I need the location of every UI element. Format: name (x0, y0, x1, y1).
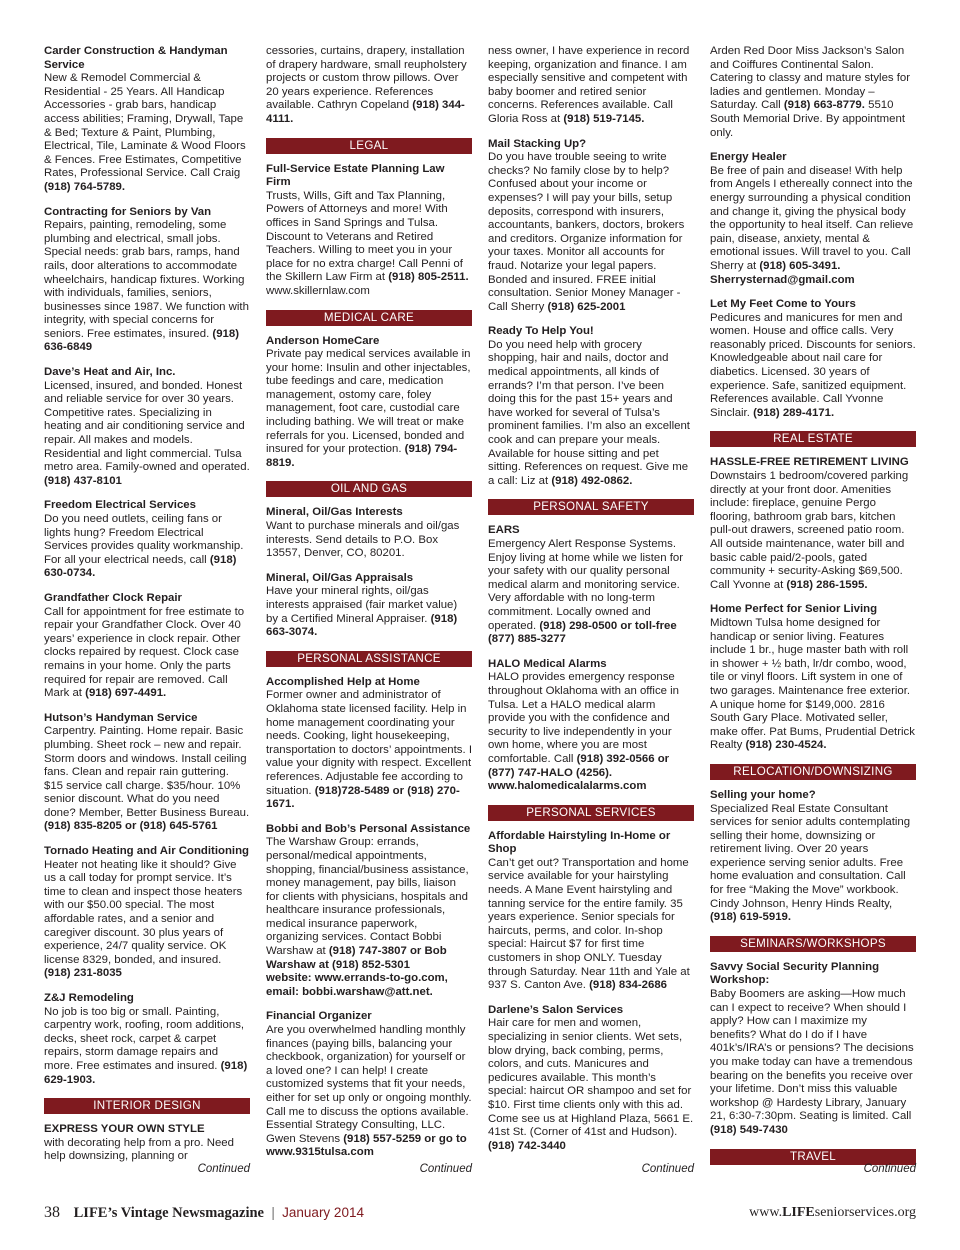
listing-item (710, 789, 916, 925)
listing-heading: HALO Medical Alarms (488, 657, 607, 670)
listing-item (710, 456, 916, 592)
listing-item (266, 45, 472, 127)
site-suffix: seniorservices.org (814, 1205, 916, 1220)
listing-phone: (918) 289-4171. (753, 406, 835, 419)
section-header: PERSONAL SERVICES (488, 805, 694, 821)
listing-body: Do you need help with grocery shopping, hair and nails, doctor and medical appointments, all kinds of errands? I’m that person. I’ve been doing this for the past 15+ years and have worked for several of Tulsa’s prominent families. I’m also an excellent cook and can prepare your meals. Available for house sitting and pet sitting. References on request. Give me a call: Liz at (488, 338, 690, 487)
listing-phone: (918) 492-0862. (551, 474, 633, 487)
listing-phone: (918) 298-0500 or toll-free (877) 885-3277 (488, 619, 677, 646)
listing-heading: Accomplished Help at Home (266, 675, 420, 688)
listing-item (44, 206, 250, 356)
listing-phone: (918) 697-4491. (85, 687, 167, 700)
listing-phone: (918) 764-5789. (44, 180, 126, 193)
listing-body: Hair care for men and women, specializing in senior clients. Wet sets, blow drying, back combing, perms, colors, and cuts. Manicures and pedicures available. This month’s special: haircut OR shampoo and set for $10. First time clients only with this ad. Come see us at Highland Plaza, 5661 E. 41st St. (Corner of 41st and Hudson). (488, 1017, 694, 1139)
listing-body: with decorating help from a pro. Need help downsizing, planning or (44, 1136, 234, 1163)
listing-item (488, 658, 694, 794)
listing-body: Repairs, painting, remodeling, some plumbing and electrical, small jobs. Special needs: grab bars, ramps, hand rails, door alterations to accommodate wheelchairs, handicap fixtures. Working with individuals, families, seniors, businesses since 1987. We function with integrity, with special concerns for seniors. Free estimates, insured. (44, 219, 249, 340)
listing-heading: Affordable Hairstyling In-Home or Shop (488, 829, 671, 856)
listing-body: cessories, curtains, drapery, installation of drapery hardware, small reupholstery projects or custom throw pillows. Over 20 years experience. References available. Cathryn Copeland (266, 45, 467, 112)
listing-heading: Carder Construction & Handyman Service (44, 45, 228, 71)
listing-item (488, 138, 694, 315)
listing-item (44, 845, 250, 981)
listing-heading: Darlene’s Salon Services (488, 1003, 624, 1016)
listing-item (488, 325, 694, 488)
listing-body: Arden Red Door Miss Jackson’s Salon and Coiffures Continental Salon. Catering to classy and mature styles for ladies and gentlemen. Monday – Saturday. Call (710, 45, 911, 112)
listing-heading: Mail Stacking Up? (488, 137, 587, 150)
listing-body: HALO provides emergency response throughout Oklahoma with an office in Tulsa. Let a HALO medical alarm provide you with the confidence and security to live independently in your own home, where you are most comfortable. Call (488, 671, 680, 765)
listing-heading: Tornado Heating and Air Conditioning (44, 845, 250, 858)
listing-heading: Dave’s Heat and Air, Inc. (44, 366, 176, 379)
issue-date: January 2014 (282, 1205, 364, 1220)
listing-item (710, 603, 916, 753)
classified-column-3 (488, 45, 694, 1165)
page-footer (44, 1204, 364, 1222)
listing-item (488, 830, 694, 993)
classified-column-1 (44, 45, 250, 1165)
section-header: OIL AND GAS (266, 481, 472, 497)
listing-phone: (918) 629-1903. (44, 1059, 248, 1086)
listing-body: Carpentry. Painting. Home repair. Basic plumbing. Sheet rock – new and repair. Storm doors and windows. Install ceiling fans. Clean and repair rain guttering. $15 service call charge. $35/hour. 10% senior discount. What do you need done? Member, Better Business Bureau. (44, 725, 250, 819)
section-header: RELOCATION/DOWNSIZING (710, 764, 916, 780)
website-link[interactable] (749, 1205, 916, 1221)
listing-body: Pedicures and manicures for men and women. House and office calls. Very reasonably priced. Discounts for seniors. Knowledgeable about nail care for diabetics. Licensed. 30 years of experience. Safe, sanitized equipment. References available. Call Yvonne Sinclair. (710, 311, 916, 419)
listing-item (710, 45, 916, 140)
listing-phone: (918) 619-5919. (710, 911, 792, 924)
listing-item (266, 676, 472, 812)
listing-phone: (918) 794-8819. (266, 443, 458, 469)
listing-item (44, 45, 250, 195)
listing-phone: (918) 663-3074. (266, 612, 458, 639)
listing-phone: (918) 834-2686 (589, 979, 668, 992)
listing-item (488, 524, 694, 646)
listing-phone: (918) 636-6849 (44, 327, 239, 354)
listing-body: Heater not heating like it should? Give us a call today for prompt service. It’s time to clean and inspect those heaters with our $50.00 special. The most affordable rates, and a senior and caregiver discount. 30 plus years of experience, 24/7 quality service. OK license 8329, bonded, and insured. (44, 858, 243, 966)
listing-item (44, 366, 250, 488)
listing-item (488, 1004, 694, 1154)
listing-item (710, 298, 916, 420)
listing-phone: (918) 286-1595. (786, 578, 868, 591)
listing-phone: (918) 747-3807 or Bob Warshaw at (918) 852-5301 (266, 945, 447, 971)
publication-title: LIFE’s Vintage Newsmagazine (73, 1205, 264, 1221)
listing-heading: Full-Service Estate Planning Law Firm (266, 162, 445, 189)
listing-heading: EXPRESS YOUR OWN STYLE (44, 1123, 205, 1136)
section-header: LEGAL (266, 138, 472, 154)
page-number: 38 (44, 1204, 60, 1221)
listing-extra: website: www.errands-to-go.com, email: bobbi.warshaw@att.net. (266, 972, 448, 998)
section-header: PERSONAL ASSISTANCE (266, 651, 472, 667)
listing-heading: HASSLE-FREE RETIREMENT LIVING (710, 456, 909, 469)
listing-body: Baby Boomers are asking—How much can I expect to receive? When should I apply? How can I maximize my benefits? What do I do if I have 401k’s/IRA’s or pensions? The decisions you make today can have a tremendous bearing on the benefits you receive over your lifetime. Don’t miss this valuable workshop @ Hardesty Library, January 21, 6:30-7:30pm. Seating is limited. Call (710, 988, 914, 1123)
listing-item (710, 151, 916, 287)
listing-heading: Hutson’s Handyman Service (44, 711, 198, 724)
listing-item (266, 1010, 472, 1160)
listing-item (44, 1123, 250, 1165)
listing-item (266, 506, 472, 560)
listing-phone: (918) 344-4111. (266, 99, 465, 125)
listing-item (266, 163, 472, 299)
listing-heading: Z&J Remodeling (44, 992, 134, 1004)
listing-heading: Contracting for Seniors by Van (44, 205, 212, 218)
listing-heading: Grandfather Clock Repair (44, 591, 182, 604)
listing-body: Midtown Tulsa home designed for handicap or senior living. Features include 1 br., huge master bath with roll in shower + ½ bath, lr/dr combo, wood, tile or vinyl floors. Lift system in one of two garages. Maintenance free exterior. A unique home for $149,000. 2816 South Gary Place. Motivated seller, make offer. Pat Bums, Prudential Detrick Realty (710, 616, 915, 752)
listing-body: Downstairs 1 bedroom/covered parking directly at your front door. Amenities include: fireplace, genuine Pergo flooring, bathroom grab bars, kitchen pull-out drawers, screened patio room. All outside maintenance, water bill and basic cable paid/2-pools, gated community + security-Asking $69,500. Call Yvonne at (710, 470, 909, 591)
continued-label: Continued (197, 1163, 250, 1175)
listing-phone: (918) 663-8779. (783, 99, 865, 112)
listing-body: Are you overwhelmed handling monthly finances (paying bills, balancing your checkbook, organization) for yourself or a loved one? I can help! I create customized systems that fit your needs, either for set up only or ongoing monthly. Call me to discuss the options available. Essential Strategy Consulting, LLC. Gwen Stevens (266, 1024, 472, 1145)
listing-item (488, 45, 694, 127)
section-header: INTERIOR DESIGN (44, 1098, 250, 1114)
listing-phone: (918) 605-3491. Sherrysternad@gmail.com (710, 259, 855, 286)
listing-body: ness owner, I have experience in record keeping, organization and finance. I am especially sensitive and competent with baby boomer and retired senior concerns. References available. Call Gloria Ross at (488, 45, 690, 125)
site-brand: LIFE (782, 1205, 815, 1220)
listing-body: New & Remodel Commercial & Residential - 25 Years. All Handicap Accessories - grab bars, handicap access abilities; Framing, Drywall, Tape & Bed; Texture & Paint, Plumbing, Electrical, Tile, Laminate & Wood Floors & Fences. Free Estimates, Competitive Rates, Professional Service. Call Craig (44, 72, 246, 180)
listing-body: Emergency Alert Response Systems. Enjoy living at home while we listen for your safety with our quality personal medical alarm and monitoring service. Very affordable with no long-term commitment. Locally owned and operated. (488, 538, 683, 632)
listing-body: Call for appointment for free estimate to repair your Grandfather Clock. Over 40 years’ experience in clock repair. Other clocks repaired by request. Clock case remains in your home. Only the parts required for repair are removed. Call Mark at (44, 605, 245, 700)
listing-body: Do you need outlets, ceiling fans or lights hung? Freedom Electrical Services provides quality workmanship. For all your electrical needs, call (44, 513, 244, 566)
listing-heading: Let My Feet Come to Yours (710, 298, 856, 311)
continued-label: Continued (419, 1163, 472, 1175)
section-header: PERSONAL SAFETY (488, 499, 694, 515)
listing-heading: Financial Organizer (266, 1010, 372, 1023)
listing-phone: (918) 230-4524. (745, 739, 827, 752)
listing-item (44, 712, 250, 834)
section-header: SEMINARS/WORKSHOPS (710, 936, 916, 952)
listing-body: Specialized Real Estate Consultant services for senior adults contemplating selling their home, downsizing or retirement living. Over 20 years experience serving senior adults. Free home evaluation and consultation. Call for free “Making the Move” workbook. Cindy Johnson, Henry Hinds Realty, (710, 802, 911, 910)
listing-body: Can’t get out? Transportation and home service available for your hairstyling needs. A Mane Event hairstyling and tanning service for the entire family. 35 years experience. Senior specials for haircuts, perms, and color. In-shop special: Haircut $7 for first time customers in shop ONLY. Tuesday through Saturday. Near 11th and Yale at 937 S. Canton Ave. (488, 856, 690, 992)
listing-item (266, 572, 472, 640)
listing-phone: (918) 231-8035 (44, 967, 122, 980)
listing-heading: EARS (488, 524, 520, 537)
listing-tail: 5510 South Memorial Drive. By appointment only. (710, 99, 905, 139)
listing-phone: (918) 805-2511. (388, 271, 469, 284)
listing-body: Trusts, Wills, Gift and Tax Planning, Powers of Attorneys and more! With offices in Sand Springs and Tulsa. Discount to Veterans and Retired Teachers. Willing to meet you in your place for no extra charge! Call Penni of the Skillern Law Firm at (266, 189, 463, 284)
listing-body: No job is too big or small. Painting, carpentry work, roofing, room additions, decks, sheet rock, carpet & carpet repairs, storm damage repairs and more. Free estimates and insured. (44, 1005, 245, 1072)
section-header: REAL ESTATE (710, 431, 916, 447)
classified-column-2 (266, 45, 472, 1165)
listing-phone: (918) 625-2001 (547, 300, 626, 313)
listing-item (44, 499, 250, 581)
listing-body: Be free of pain and disease! With help from Angels I ethereally connect into the energy surrounding a physical condition and change it, giving the physical body the opportunity to heal itself. Can relieve pain, disease, anxiety, mental & emotional issues. Will travel to you. Call Sherry at (710, 164, 914, 272)
listing-heading: Mineral, Oil/Gas Appraisals (266, 571, 414, 584)
listing-heading: Bobbi and Bob’s Personal Assistance (266, 822, 471, 835)
listing-body: Want to purchase minerals and oil/gas interests. Send details to P.O. Box 13557, Denver, CO, 80201. (266, 520, 460, 560)
listing-body: Licensed, insured, and bonded. Honest and reliable service for over 30 years. Competitive rates. Specializing in heating and air conditioning service and repair. All makes and models. Residential and light commercial. Tulsa metro area. Family-owned and operated. (44, 379, 250, 474)
listing-phone: (918)728-5489 or (918) 270-1671. (266, 784, 460, 811)
listing-phone: (918) 549-7430 (710, 1123, 788, 1136)
listing-heading: Home Perfect for Senior Living (710, 603, 878, 616)
listing-item (44, 592, 250, 701)
listing-heading: Mineral, Oil/Gas Interests (266, 506, 403, 519)
listing-body: Have your mineral rights, oil/gas interests appraised (fair market value) by a Certified Mineral Appraiser. (266, 585, 458, 625)
listing-extra: www.skillernlaw.com (266, 284, 370, 297)
listing-item (44, 992, 250, 1087)
listing-heading: Savvy Social Security Planning Workshop: (710, 960, 880, 987)
listing-item (710, 961, 916, 1138)
listing-heading: Anderson HomeCare (266, 334, 380, 347)
listing-phone: (918) 835-8205 or (918) 645-5761 (44, 820, 218, 833)
listing-heading: Energy Healer (710, 151, 787, 164)
listing-body: The Warshaw Group: errands, personal/medical appointments, shopping, financial/business assistance, money management, pay bills, liaison for clients with physicians, hospitals and healthcare insurance professionals, medical insurance paperwork, organizing services. Contact Bobbi Warshaw at (266, 836, 469, 958)
footer-separator: | (271, 1205, 275, 1221)
listing-phone: (918) 519-7145. (563, 112, 645, 125)
section-header: TRAVEL (710, 1149, 916, 1165)
continued-label: Continued (863, 1163, 916, 1175)
section-header: MEDICAL CARE (266, 310, 472, 326)
continued-label: Continued (641, 1163, 694, 1175)
listing-phone: (918) 630-0734. (44, 553, 237, 580)
listing-phone: (918) 392-0566 or (877) 747-HALO (4256). www.halomedicalalarms.com (488, 752, 670, 793)
listing-phone: (918) 437-8101 (44, 474, 122, 487)
listing-heading: Freedom Electrical Services (44, 499, 196, 512)
listing-phone: (918) 742-3440 (488, 1139, 566, 1152)
classified-column-4 (710, 45, 916, 1165)
listing-phone: (918) 557-5259 or go to www.9315tulsa.com (266, 1132, 467, 1159)
listing-body: Do you have trouble seeing to write checks? No family close by to help? Confused about your income or expenses? I will pay your bills, setup deposits, correspond with insurers, accountants, bankers, doctors, brokers and creditors. Organize information for your taxes. Monitor all accounts for fraud. Notarize your legal papers. Bonded and insured. FREE initial consultation. Senior Money Manager - Call Sherry (488, 151, 685, 313)
listing-heading: Ready To Help You! (488, 325, 594, 338)
site-prefix: www. (749, 1205, 783, 1220)
listing-item (266, 823, 472, 1000)
listing-body: Former owner and administrator of Oklahoma state licensed facility. Help in home management coordinating your needs. Cooking, light housekeeping, transportation to doctors’ appointments. I value your dignity with respect. Excellent references. Adjustable fee according to situation. (266, 689, 472, 797)
listing-body: Private pay medical services available in your home: Insulin and other injectables, tube feedings and care, medication management, ostomy care, foley management, foot care, custodial care including bathing. We will treat or make referrals for you. Licensed, bonded and insured for your protection. (266, 348, 471, 456)
listing-item (266, 335, 472, 471)
listing-heading: Selling your home? (710, 788, 816, 801)
